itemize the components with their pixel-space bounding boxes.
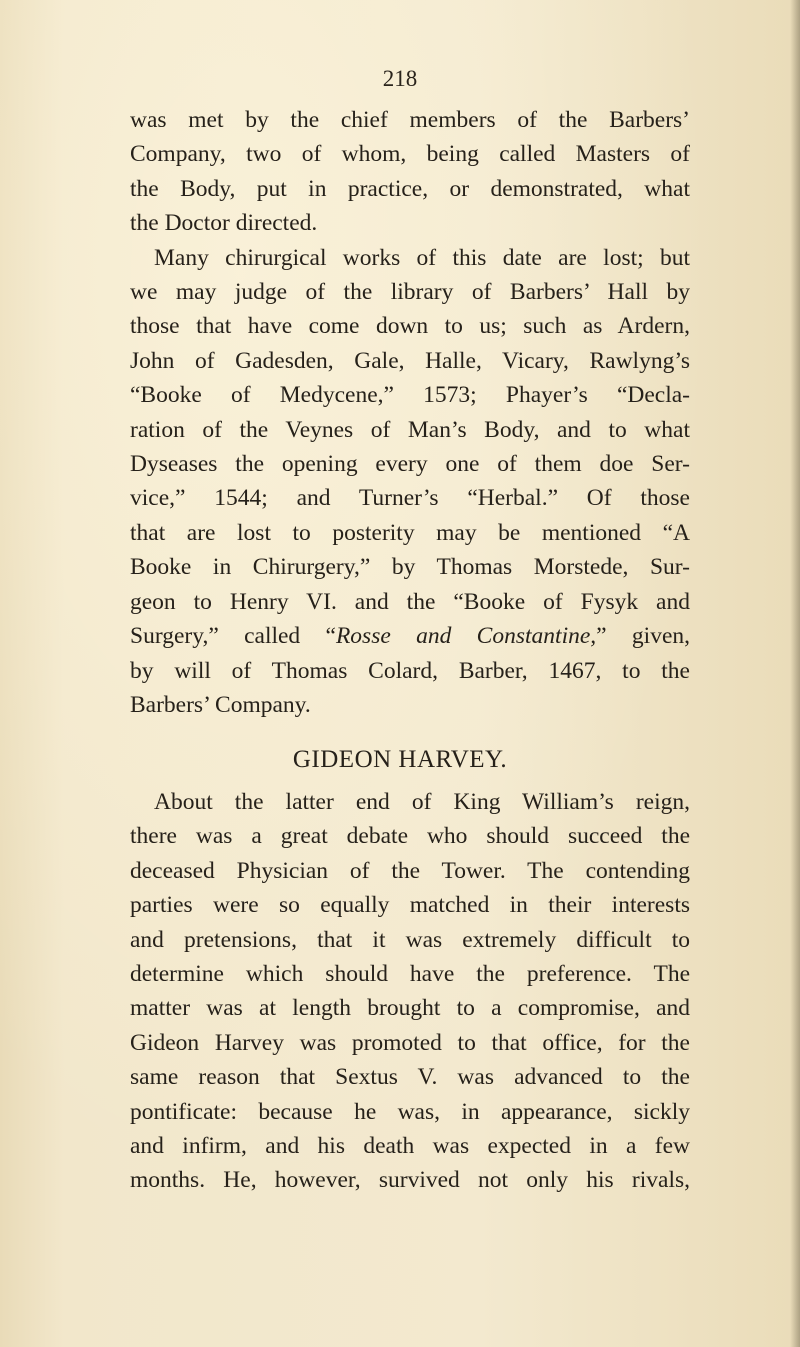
text-line: the Doctor directed. [130, 210, 318, 237]
text-line: “Booke of Medycene,” 1573; Phayer’s “Decla- [130, 382, 690, 409]
text-line: Booke in Chirurgery,” by Thomas Morstede, Sur- [130, 554, 690, 581]
text-line: and pretensions, that it was extremely difficult to [130, 926, 690, 953]
text-line: parties were so equally matched in their interests [130, 892, 690, 919]
section-heading: GIDEON HARVEY. [292, 746, 508, 773]
text-line: geon to Henry VI. and the “Booke of Fysyk and [130, 588, 690, 615]
text-line: months. He, however, survived not only his rivals, [130, 1167, 690, 1194]
text-line: determine which should have the preference. The [130, 961, 690, 988]
text-line: there was a great debate who should succeed the [130, 823, 690, 850]
text-line: was met by the chief members of the Barbers’ [130, 107, 690, 133]
text-line: the Body, put in practice, or demonstrated, what [130, 175, 690, 202]
text-line: Many chirurgical works of this date are lost; but [154, 244, 690, 271]
body-text-bottom [130, 785, 690, 1198]
italic-book-title: Rosse and Constantine, [335, 623, 597, 650]
text-line: by will of Thomas Colard, Barber, 1467, to the [130, 657, 690, 684]
text-line: same reason that Sextus V. was advanced to the [130, 1064, 690, 1091]
text-line: deceased Physician of the Tower. The contending [130, 857, 690, 884]
text-line: About the latter end of King William’s reign, [154, 789, 690, 815]
text-line: Company, two of whom, being called Masters of [130, 141, 690, 168]
text-line: those that have come down to us; such as Ardern, [130, 313, 690, 340]
text-line: and infirm, and his death was expected in a few [130, 1133, 690, 1160]
text-fragment: Surgery,” called “ [130, 623, 336, 650]
text-line: John of Gadesden, Gale, Halle, Vicary, Rawlyng’s [130, 347, 690, 374]
text-line: ration of the Veynes of Man’s Body, and to what [130, 416, 690, 443]
text-line: pontificate: because he was, in appearance, sickly [130, 1098, 690, 1125]
text-line: matter was at length brought to a compromise, and [130, 995, 690, 1022]
text-line: that are lost to posterity may be mentioned “A [130, 519, 690, 546]
text-line: Gideon Harvey was promoted to that office, for the [130, 1029, 690, 1056]
page-edge-shadow [790, 0, 800, 1347]
text-line-with-italic-title [130, 619, 690, 653]
page-number: 218 [382, 66, 418, 91]
text-line: Dyseases the opening every one of them doe Ser- [130, 451, 690, 478]
text-line: we may judge of the library of Barbers’ Hall by [130, 279, 690, 306]
text-line: Barbers’ Company. [130, 691, 311, 718]
body-text-top [130, 103, 690, 722]
text-fragment: ” given, [596, 623, 690, 650]
text-line: vice,” 1544; and Turner’s “Herbal.” Of those [130, 485, 690, 512]
